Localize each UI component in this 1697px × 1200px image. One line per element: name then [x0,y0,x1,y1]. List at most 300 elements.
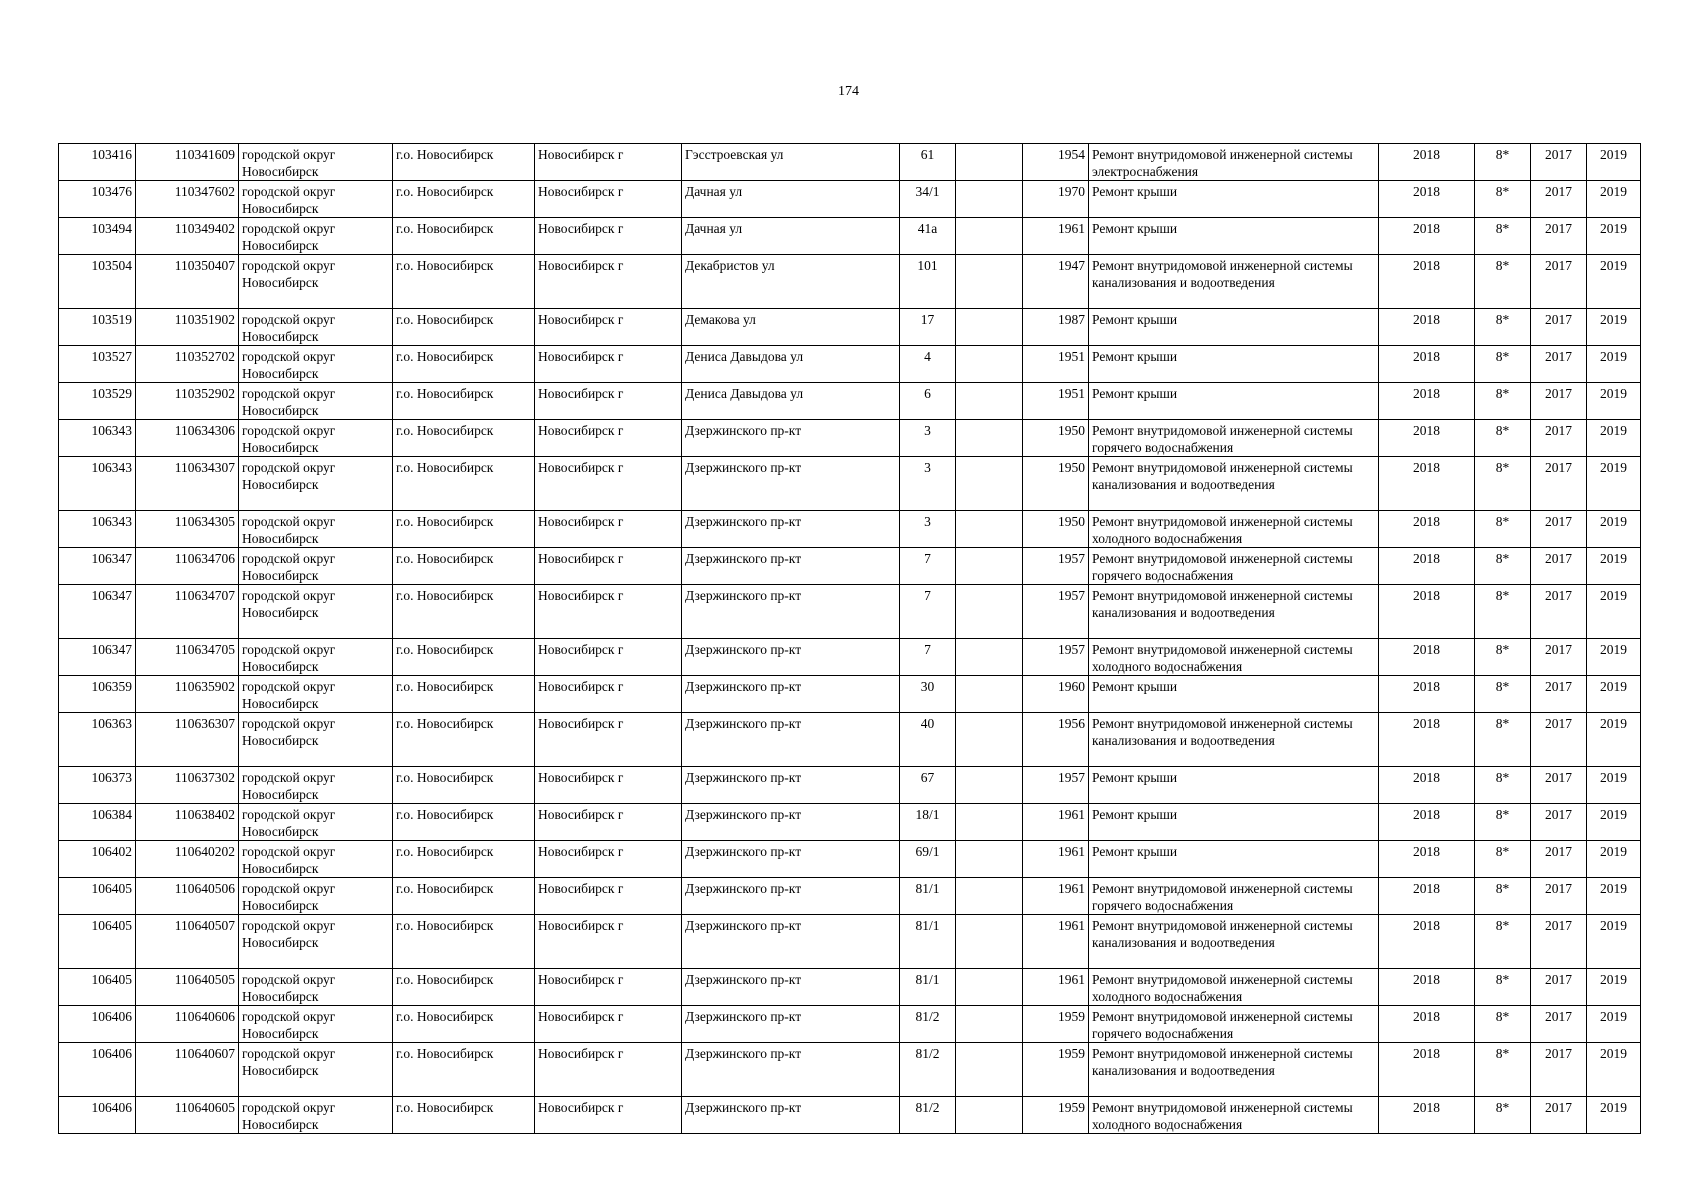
cell-work-type: Ремонт внутридомовой инженерной системы канализования и водоотведения [1089,585,1379,639]
cell-settlement: г.о. Новосибирск [393,639,535,676]
cell-locality: Новосибирск г [535,548,682,585]
cell-period-start: 2017 [1531,639,1587,676]
cell-period-end: 2019 [1587,548,1641,585]
cell-house-number: 81/1 [900,969,956,1006]
cell-period-end: 2019 [1587,457,1641,511]
cell-locality: Новосибирск г [535,878,682,915]
cell-house-id: 103476 [59,181,136,218]
cell-category: 8* [1475,548,1531,585]
cell-work-id: 110634305 [136,511,239,548]
cell-work-type: Ремонт внутридомовой инженерной системы горячего водоснабжения [1089,420,1379,457]
cell-work-id: 110640506 [136,878,239,915]
cell-work-id: 110640505 [136,969,239,1006]
table-row [59,144,1641,181]
cell-settlement: г.о. Новосибирск [393,585,535,639]
cell-municipality: городской округ Новосибирск [239,457,393,511]
cell-work-type: Ремонт крыши [1089,309,1379,346]
cell-house-id: 103519 [59,309,136,346]
cell-locality: Новосибирск г [535,713,682,767]
cell-building [956,969,1023,1006]
cell-house-number: 67 [900,767,956,804]
cell-category: 8* [1475,969,1531,1006]
cell-period-end: 2019 [1587,383,1641,420]
cell-work-type: Ремонт крыши [1089,841,1379,878]
cell-work-type: Ремонт внутридомовой инженерной системы холодного водоснабжения [1089,639,1379,676]
cell-house-id: 106405 [59,878,136,915]
cell-construction-year: 1956 [1023,713,1089,767]
cell-work-type: Ремонт крыши [1089,218,1379,255]
cell-house-id: 106347 [59,639,136,676]
cell-plan-year: 2018 [1379,1006,1475,1043]
cell-building [956,585,1023,639]
cell-category: 8* [1475,255,1531,309]
cell-period-start: 2017 [1531,1006,1587,1043]
cell-house-id: 106363 [59,713,136,767]
cell-settlement: г.о. Новосибирск [393,676,535,713]
cell-work-id: 110351902 [136,309,239,346]
cell-locality: Новосибирск г [535,457,682,511]
cell-house-number: 69/1 [900,841,956,878]
cell-plan-year: 2018 [1379,676,1475,713]
cell-construction-year: 1951 [1023,346,1089,383]
cell-municipality: городской округ Новосибирск [239,713,393,767]
cell-plan-year: 2018 [1379,346,1475,383]
cell-house-id: 106359 [59,676,136,713]
cell-municipality: городской округ Новосибирск [239,420,393,457]
cell-house-number: 81/1 [900,878,956,915]
cell-period-start: 2017 [1531,713,1587,767]
cell-construction-year: 1970 [1023,181,1089,218]
cell-street: Дачная ул [682,181,900,218]
cell-settlement: г.о. Новосибирск [393,309,535,346]
cell-house-number: 81/2 [900,1043,956,1097]
cell-work-id: 110634705 [136,639,239,676]
cell-work-id: 110640605 [136,1097,239,1134]
cell-locality: Новосибирск г [535,915,682,969]
cell-building [956,420,1023,457]
cell-municipality: городской округ Новосибирск [239,548,393,585]
cell-municipality: городской округ Новосибирск [239,1006,393,1043]
table-row [59,548,1641,585]
cell-work-type: Ремонт внутридомовой инженерной системы горячего водоснабжения [1089,878,1379,915]
cell-settlement: г.о. Новосибирск [393,878,535,915]
cell-plan-year: 2018 [1379,218,1475,255]
cell-building [956,218,1023,255]
cell-plan-year: 2018 [1379,713,1475,767]
cell-street: Дзержинского пр-кт [682,841,900,878]
cell-house-number: 81/2 [900,1006,956,1043]
cell-locality: Новосибирск г [535,181,682,218]
cell-building [956,841,1023,878]
cell-street: Дзержинского пр-кт [682,457,900,511]
cell-locality: Новосибирск г [535,420,682,457]
cell-construction-year: 1957 [1023,548,1089,585]
table-row [59,181,1641,218]
cell-period-start: 2017 [1531,420,1587,457]
cell-category: 8* [1475,181,1531,218]
cell-settlement: г.о. Новосибирск [393,255,535,309]
cell-category: 8* [1475,1006,1531,1043]
cell-street: Дзержинского пр-кт [682,1043,900,1097]
cell-work-id: 110640607 [136,1043,239,1097]
table-row [59,585,1641,639]
cell-house-number: 7 [900,585,956,639]
cell-settlement: г.о. Новосибирск [393,420,535,457]
cell-building [956,1006,1023,1043]
cell-locality: Новосибирск г [535,346,682,383]
cell-plan-year: 2018 [1379,511,1475,548]
table-row [59,804,1641,841]
cell-work-type: Ремонт внутридомовой инженерной системы горячего водоснабжения [1089,1006,1379,1043]
cell-house-number: 4 [900,346,956,383]
cell-plan-year: 2018 [1379,383,1475,420]
cell-construction-year: 1961 [1023,218,1089,255]
cell-locality: Новосибирск г [535,969,682,1006]
table-row [59,969,1641,1006]
cell-settlement: г.о. Новосибирск [393,144,535,181]
cell-house-id: 103504 [59,255,136,309]
cell-building [956,767,1023,804]
cell-locality: Новосибирск г [535,309,682,346]
cell-house-id: 106343 [59,420,136,457]
cell-locality: Новосибирск г [535,841,682,878]
cell-house-id: 106405 [59,915,136,969]
cell-period-end: 2019 [1587,878,1641,915]
table-row [59,713,1641,767]
cell-locality: Новосибирск г [535,383,682,420]
cell-locality: Новосибирск г [535,1043,682,1097]
cell-work-type: Ремонт внутридомовой инженерной системы канализования и водоотведения [1089,713,1379,767]
cell-plan-year: 2018 [1379,915,1475,969]
cell-municipality: городской округ Новосибирск [239,346,393,383]
cell-plan-year: 2018 [1379,878,1475,915]
cell-period-start: 2017 [1531,841,1587,878]
table-row [59,1006,1641,1043]
table-row [59,346,1641,383]
cell-house-id: 106405 [59,969,136,1006]
cell-settlement: г.о. Новосибирск [393,767,535,804]
cell-street: Дзержинского пр-кт [682,767,900,804]
cell-house-number: 3 [900,457,956,511]
cell-building [956,255,1023,309]
cell-building [956,878,1023,915]
cell-category: 8* [1475,1097,1531,1134]
cell-street: Дзержинского пр-кт [682,915,900,969]
cell-period-start: 2017 [1531,383,1587,420]
cell-work-type: Ремонт крыши [1089,676,1379,713]
cell-building [956,639,1023,676]
cell-period-end: 2019 [1587,1043,1641,1097]
cell-period-start: 2017 [1531,585,1587,639]
cell-category: 8* [1475,639,1531,676]
cell-street: Дзержинского пр-кт [682,878,900,915]
cell-house-number: 6 [900,383,956,420]
cell-work-id: 110341609 [136,144,239,181]
cell-work-id: 110350407 [136,255,239,309]
page-number: 174 [838,84,859,99]
cell-work-id: 110638402 [136,804,239,841]
table-row [59,767,1641,804]
cell-work-id: 110352902 [136,383,239,420]
cell-building [956,181,1023,218]
cell-building [956,309,1023,346]
cell-street: Дзержинского пр-кт [682,804,900,841]
cell-house-id: 106406 [59,1006,136,1043]
cell-settlement: г.о. Новосибирск [393,915,535,969]
table-row [59,511,1641,548]
cell-house-number: 3 [900,420,956,457]
cell-construction-year: 1961 [1023,804,1089,841]
cell-municipality: городской округ Новосибирск [239,639,393,676]
cell-work-type: Ремонт крыши [1089,767,1379,804]
cell-work-id: 110634306 [136,420,239,457]
table-row [59,639,1641,676]
cell-settlement: г.о. Новосибирск [393,457,535,511]
table-row [59,218,1641,255]
cell-period-start: 2017 [1531,218,1587,255]
cell-street: Дениса Давыдова ул [682,383,900,420]
cell-period-end: 2019 [1587,841,1641,878]
table-body [59,144,1641,1134]
cell-settlement: г.о. Новосибирск [393,841,535,878]
cell-work-type: Ремонт крыши [1089,804,1379,841]
cell-locality: Новосибирск г [535,767,682,804]
cell-work-type: Ремонт крыши [1089,383,1379,420]
cell-period-start: 2017 [1531,511,1587,548]
cell-plan-year: 2018 [1379,969,1475,1006]
cell-house-number: 41а [900,218,956,255]
cell-house-id: 103527 [59,346,136,383]
cell-work-id: 110352702 [136,346,239,383]
cell-work-id: 110635902 [136,676,239,713]
cell-locality: Новосибирск г [535,676,682,713]
cell-period-end: 2019 [1587,585,1641,639]
cell-period-end: 2019 [1587,218,1641,255]
cell-period-end: 2019 [1587,676,1641,713]
cell-construction-year: 1961 [1023,841,1089,878]
cell-street: Дзержинского пр-кт [682,639,900,676]
cell-municipality: городской округ Новосибирск [239,841,393,878]
cell-period-end: 2019 [1587,767,1641,804]
cell-period-start: 2017 [1531,1043,1587,1097]
cell-house-number: 101 [900,255,956,309]
cell-category: 8* [1475,804,1531,841]
cell-street: Дзержинского пр-кт [682,585,900,639]
cell-construction-year: 1950 [1023,457,1089,511]
cell-plan-year: 2018 [1379,1097,1475,1134]
cell-construction-year: 1957 [1023,639,1089,676]
cell-building [956,676,1023,713]
cell-period-start: 2017 [1531,144,1587,181]
cell-period-start: 2017 [1531,969,1587,1006]
cell-work-id: 110636307 [136,713,239,767]
cell-period-end: 2019 [1587,969,1641,1006]
cell-settlement: г.о. Новосибирск [393,1006,535,1043]
cell-period-end: 2019 [1587,144,1641,181]
cell-period-start: 2017 [1531,676,1587,713]
cell-work-type: Ремонт внутридомовой инженерной системы горячего водоснабжения [1089,548,1379,585]
cell-construction-year: 1959 [1023,1043,1089,1097]
cell-period-start: 2017 [1531,767,1587,804]
cell-work-id: 110640507 [136,915,239,969]
cell-work-type: Ремонт внутридомовой инженерной системы канализования и водоотведения [1089,255,1379,309]
registry-table [58,143,1641,1134]
cell-construction-year: 1959 [1023,1006,1089,1043]
cell-category: 8* [1475,767,1531,804]
cell-building [956,1097,1023,1134]
cell-construction-year: 1961 [1023,915,1089,969]
cell-construction-year: 1961 [1023,878,1089,915]
cell-building [956,1043,1023,1097]
cell-category: 8* [1475,878,1531,915]
cell-category: 8* [1475,915,1531,969]
table-row [59,457,1641,511]
cell-construction-year: 1957 [1023,767,1089,804]
cell-municipality: городской округ Новосибирск [239,1097,393,1134]
table-row [59,676,1641,713]
cell-work-id: 110640202 [136,841,239,878]
cell-house-number: 7 [900,639,956,676]
cell-construction-year: 1961 [1023,969,1089,1006]
cell-plan-year: 2018 [1379,420,1475,457]
cell-plan-year: 2018 [1379,181,1475,218]
cell-municipality: городской округ Новосибирск [239,915,393,969]
cell-settlement: г.о. Новосибирск [393,346,535,383]
cell-house-id: 106384 [59,804,136,841]
cell-building [956,457,1023,511]
cell-house-number: 7 [900,548,956,585]
cell-period-end: 2019 [1587,1006,1641,1043]
table-row [59,1043,1641,1097]
cell-locality: Новосибирск г [535,585,682,639]
cell-house-number: 61 [900,144,956,181]
cell-period-start: 2017 [1531,878,1587,915]
cell-house-number: 81/1 [900,915,956,969]
cell-construction-year: 1957 [1023,585,1089,639]
cell-construction-year: 1947 [1023,255,1089,309]
cell-category: 8* [1475,309,1531,346]
cell-municipality: городской округ Новосибирск [239,1043,393,1097]
cell-house-number: 34/1 [900,181,956,218]
cell-street: Дзержинского пр-кт [682,511,900,548]
cell-street: Дениса Давыдова ул [682,346,900,383]
cell-settlement: г.о. Новосибирск [393,969,535,1006]
cell-locality: Новосибирск г [535,1006,682,1043]
cell-house-id: 103494 [59,218,136,255]
cell-municipality: городской округ Новосибирск [239,878,393,915]
table-row [59,878,1641,915]
cell-municipality: городской округ Новосибирск [239,144,393,181]
cell-locality: Новосибирск г [535,1097,682,1134]
cell-municipality: городской округ Новосибирск [239,676,393,713]
cell-settlement: г.о. Новосибирск [393,713,535,767]
cell-period-end: 2019 [1587,346,1641,383]
cell-settlement: г.о. Новосибирск [393,548,535,585]
cell-period-start: 2017 [1531,181,1587,218]
cell-house-id: 106373 [59,767,136,804]
cell-category: 8* [1475,144,1531,181]
cell-work-type: Ремонт внутридомовой инженерной системы электроснабжения [1089,144,1379,181]
cell-locality: Новосибирск г [535,218,682,255]
cell-street: Гэсстроевская ул [682,144,900,181]
cell-municipality: городской округ Новосибирск [239,309,393,346]
cell-work-id: 110634307 [136,457,239,511]
cell-settlement: г.о. Новосибирск [393,804,535,841]
cell-period-end: 2019 [1587,181,1641,218]
cell-municipality: городской округ Новосибирск [239,255,393,309]
cell-street: Демакова ул [682,309,900,346]
cell-construction-year: 1950 [1023,420,1089,457]
cell-street: Дачная ул [682,218,900,255]
table-row [59,1097,1641,1134]
cell-period-end: 2019 [1587,804,1641,841]
cell-municipality: городской округ Новосибирск [239,767,393,804]
cell-period-end: 2019 [1587,511,1641,548]
table-row [59,383,1641,420]
cell-construction-year: 1959 [1023,1097,1089,1134]
cell-house-id: 103529 [59,383,136,420]
cell-street: Дзержинского пр-кт [682,969,900,1006]
cell-period-end: 2019 [1587,915,1641,969]
cell-street: Дзержинского пр-кт [682,676,900,713]
cell-category: 8* [1475,1043,1531,1097]
cell-construction-year: 1950 [1023,511,1089,548]
cell-locality: Новосибирск г [535,255,682,309]
cell-work-type: Ремонт внутридомовой инженерной системы холодного водоснабжения [1089,1097,1379,1134]
cell-construction-year: 1954 [1023,144,1089,181]
cell-house-number: 30 [900,676,956,713]
cell-building [956,346,1023,383]
cell-plan-year: 2018 [1379,585,1475,639]
cell-house-id: 106406 [59,1043,136,1097]
cell-municipality: городской округ Новосибирск [239,969,393,1006]
cell-municipality: городской округ Новосибирск [239,218,393,255]
cell-building [956,915,1023,969]
cell-house-id: 106347 [59,548,136,585]
cell-street: Дзержинского пр-кт [682,420,900,457]
cell-work-type: Ремонт внутридомовой инженерной системы канализования и водоотведения [1089,915,1379,969]
cell-category: 8* [1475,420,1531,457]
cell-period-start: 2017 [1531,255,1587,309]
cell-settlement: г.о. Новосибирск [393,1043,535,1097]
table-row [59,915,1641,969]
cell-work-id: 110347602 [136,181,239,218]
cell-construction-year: 1960 [1023,676,1089,713]
cell-street: Дзержинского пр-кт [682,713,900,767]
cell-category: 8* [1475,841,1531,878]
cell-work-type: Ремонт внутридомовой инженерной системы холодного водоснабжения [1089,511,1379,548]
cell-settlement: г.о. Новосибирск [393,218,535,255]
cell-settlement: г.о. Новосибирск [393,511,535,548]
cell-settlement: г.о. Новосибирск [393,181,535,218]
cell-work-type: Ремонт внутридомовой инженерной системы канализования и водоотведения [1089,1043,1379,1097]
cell-municipality: городской округ Новосибирск [239,511,393,548]
cell-period-start: 2017 [1531,804,1587,841]
cell-period-start: 2017 [1531,915,1587,969]
cell-plan-year: 2018 [1379,841,1475,878]
cell-category: 8* [1475,218,1531,255]
cell-locality: Новосибирск г [535,511,682,548]
cell-plan-year: 2018 [1379,144,1475,181]
cell-plan-year: 2018 [1379,639,1475,676]
cell-locality: Новосибирск г [535,639,682,676]
cell-house-id: 106402 [59,841,136,878]
cell-category: 8* [1475,346,1531,383]
cell-house-id: 106347 [59,585,136,639]
cell-work-type: Ремонт крыши [1089,181,1379,218]
cell-locality: Новосибирск г [535,144,682,181]
cell-settlement: г.о. Новосибирск [393,1097,535,1134]
